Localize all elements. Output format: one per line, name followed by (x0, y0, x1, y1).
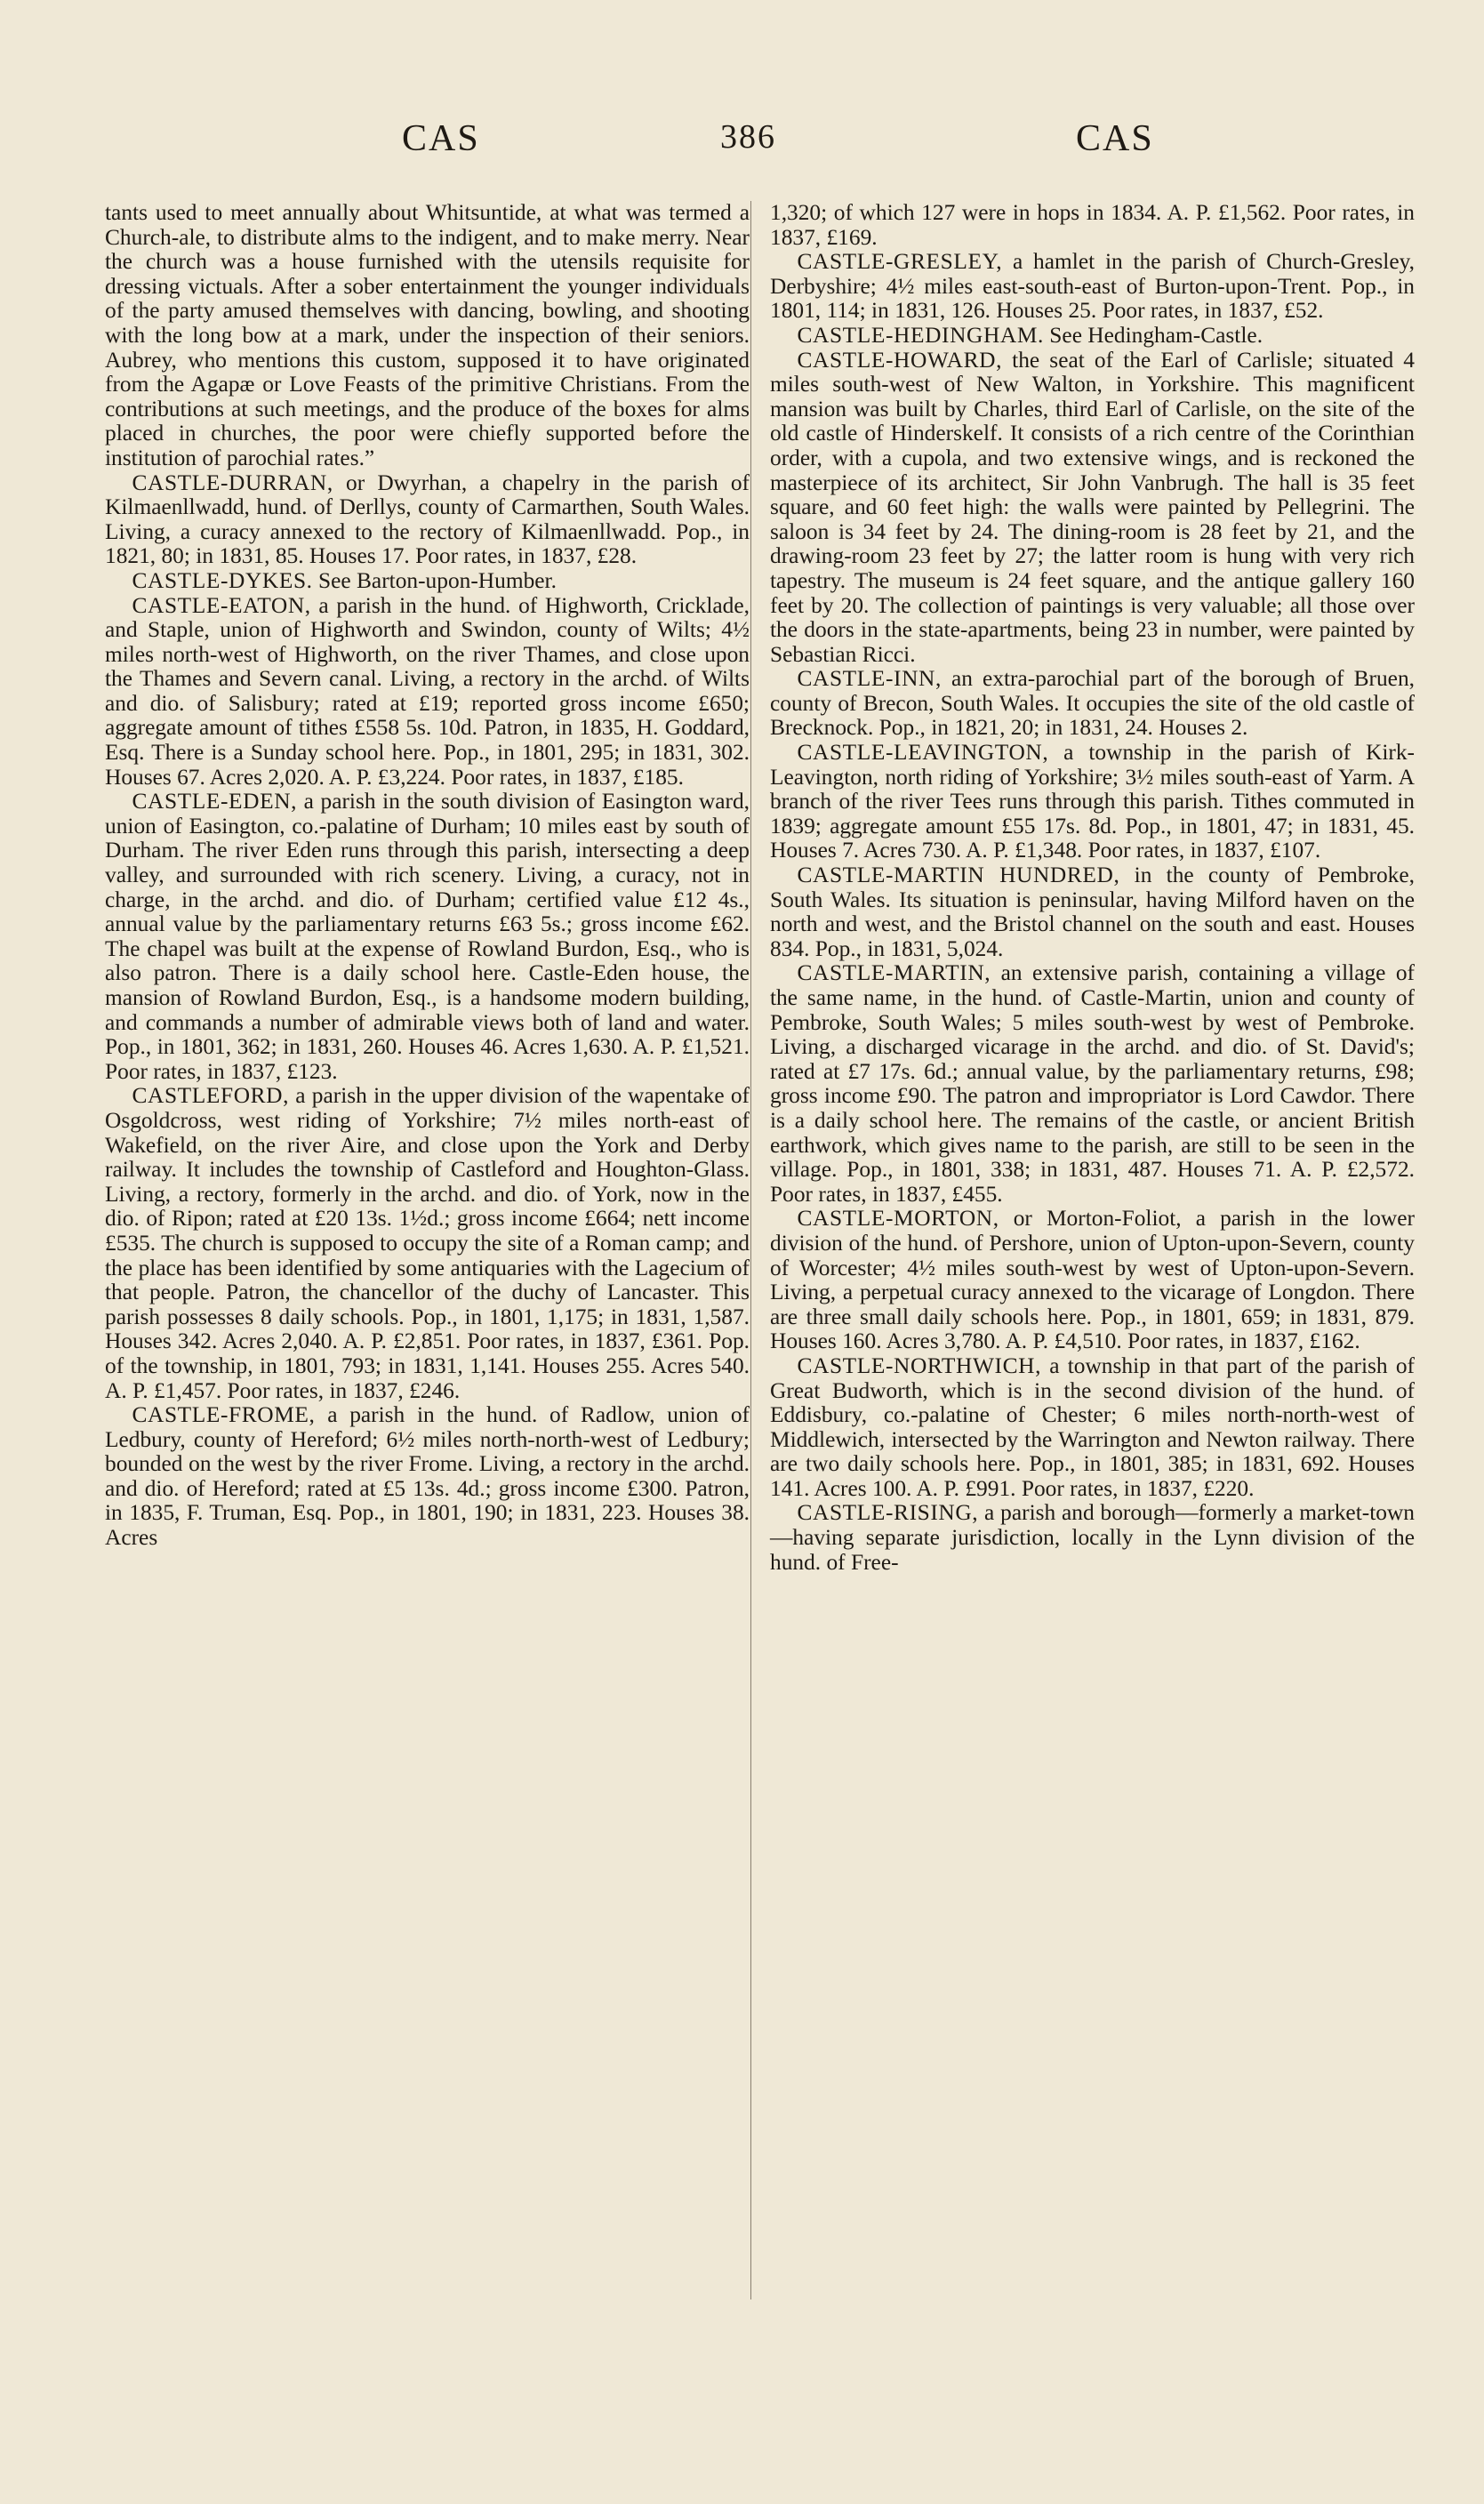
column-divider (750, 201, 751, 2299)
entry-paragraph (770, 349, 1415, 668)
entry-paragraph (770, 741, 1415, 863)
page-number: 386 (720, 118, 776, 156)
entry-headword: CASTLE-NORTHWICH, (797, 1352, 1042, 1378)
entry-paragraph (770, 250, 1415, 324)
entry-text: tants used to meet annually about Whitsuntide, at what was termed a Church-ale, to distribute alms to the indigent, and to make merry. Near the church was a house furnished with the utensils requisite for dressing victuals. After a sober entertainment the younger individuals of the party amused themselves with dancing, bowling, and shooting with the long bow at a mark, under the inspection of their seniors. Aubrey, who mentions this custom, supposed it to have originated from the Agapæ or Love Feasts of the primitive Christians. From the contributions at such meetings, and the produce of the boxes for alms placed in churches, the poor were chiefly supported before the institution of parochial rates.” (105, 200, 750, 470)
entry-paragraph (105, 1084, 750, 1403)
right-column (770, 201, 1415, 1575)
entry-headword: CASTLE-FROME, (132, 1402, 316, 1428)
entry-text: See Hedingham-Castle. (1043, 322, 1263, 348)
entry-paragraph (770, 1207, 1415, 1354)
entry-text: a parish and borough—formerly a market-town—having separate jurisdiction, locally in the Lynn division of the hund. of Free- (770, 1500, 1415, 1575)
entry-text: a parish in the south division of Easington ward, union of Easington, co.-palatine of Durham; 10 miles east by south of Durham. The river Eden runs through this parish, intersecting a deep valley, and surrounded with rich scenery. Living, a curacy, not in charge, in the archd. and dio. of Durham; certified value £12 4s., annual value by the parliamentary returns £63 5s.; gross income £62. The chapel was built at the expense of Rowland Burdon, Esq., who is also patron. There is a daily school here. Castle-Eden house, the mansion of Rowland Burdon, Esq., is a handsome modern building, and commands a number of admirable views both of land and water. Pop., in 1801, 362; in 1831, 260. Houses 46. Acres 1,630. A. P. £1,521. Poor rates, in 1837, £123. (105, 789, 750, 1084)
entry-headword: CASTLE-MORTON, (797, 1206, 999, 1232)
entry-text: in the county of Pembroke, South Wales. Its situation is peninsular, having Milford haven on the north and west, and the Bristol channel on the south and east. Houses 834. Pop., in 1831, 5,024. (770, 863, 1415, 961)
entry-paragraph (770, 1354, 1415, 1502)
running-header (0, 117, 1484, 171)
entry-headword: CASTLE-MARTIN, (797, 960, 991, 986)
entry-text: an extensive parish, containing a village of the same name, in the hund. of Castle-Martin, union and county of Pembroke, South Wales; 5 miles south-west by west of Pembroke. Living, a discharged vicarage in the archd. and dio. of St. David's; rated at £7 17s. 6d.; annual value, by the parliamentary returns, £98; gross income £90. The patron and impropriator is Lord Cawdor. There is a daily school here. The remains of the castle, or ancient British earthwork, which gives name to the parish, are still to be seen in the village. Pop., in 1801, 338; in 1831, 487. Houses 71. A. P. £2,572. Poor rates, in 1837, £455. (770, 960, 1415, 1207)
entry-text: a parish in the upper division of the wapentake of Osgoldcross, west riding of Yorkshire; 7½ miles north-east of Wakefield, on the river Aire, and close upon the York and Derby railway. It includes the township of Castleford and Houghton-Glass. Living, a rectory, formerly in the archd. and dio. of York, now in the dio. of Ripon; rated at £20 13s. 1½d.; gross income £664; nett income £535. The church is supposed to occupy the site of a Roman camp; and the place has been identified by some antiquaries with the Lagecium of that people. Patron, the chancellor of the duchy of Lancaster. This parish possesses 8 daily schools. Pop., in 1801, 1,175; in 1831, 1,587. Houses 342. Acres 2,040. A. P. £2,851. Poor rates, in 1837, £361. Pop. of the township, in 1801, 793; in 1831, 1,141. Houses 255. Acres 540. A. P. £1,457. Poor rates, in 1837, £246. (105, 1083, 750, 1403)
entry-text: a parish in the hund. of Radlow, union of Ledbury, county of Hereford; 6½ miles north-north-west of Ledbury; bounded on the west by the river Frome. Living, a rectory in the archd. and dio. of Hereford; rated at £5 13s. 4d.; gross income £300. Patron, in 1835, F. Truman, Esq. Pop., in 1801, 190; in 1831, 223. Houses 38. Acres (105, 1402, 750, 1551)
entry-paragraph (770, 324, 1415, 349)
entry-headword: CASTLE-DURRAN, (132, 470, 333, 495)
entry-paragraph (105, 594, 750, 791)
entry-headword: CASTLEFORD, (132, 1083, 290, 1109)
entry-text: an extra-parochial part of the borough of Bruen, county of Brecon, South Wales. It occupies the site of the old castle of Brecknock. Pop., in 1821, 20; in 1831, 24. Houses 2. (770, 666, 1415, 741)
entry-headword: CASTLE-DYKES. (132, 567, 313, 593)
left-column (105, 201, 750, 1551)
entry-headword: CASTLE-EATON, (132, 592, 311, 618)
entry-paragraph (770, 863, 1415, 961)
header-right: CAS (1076, 118, 1154, 159)
entry-paragraph (770, 667, 1415, 741)
entry-headword: CASTLE-GRESLEY, (797, 249, 1003, 275)
entry-text: or Morton-Foliot, a parish in the lower division of the hund. of Pershore, union of Upton-upon-Severn, county of Worcester; 4½ miles south-west by west of Upton-upon-Severn. Living, a perpetual curacy annexed to the vicarage of Longdon. There are three small daily schools here. Pop., in 1801, 659; in 1831, 879. Houses 160. Acres 3,780. A. P. £4,510. Poor rates, in 1837, £162. (770, 1206, 1415, 1354)
entry-text: See Barton-upon-Humber. (312, 567, 557, 593)
entry-text: a township in that part of the parish of Great Budworth, which is in the second division of the hund. of Eddisbury, co.-palatine of Chester; 6 miles north-north-west of Middlewich, intersected by the Warrington and Newton railway. There are two daily schools here. Pop., in 1801, 385; in 1831, 692. Houses 141. Acres 100. A. P. £991. Poor rates, in 1837, £220. (770, 1352, 1415, 1501)
entry-text: a township in the parish of Kirk-Leavington, north riding of Yorkshire; 3½ miles south-east of Yarm. A branch of the river Tees runs through this parish. Tithes commuted in 1839; aggregate amount £55 17s. 8d. Pop., in 1801, 47; in 1831, 45. Houses 7. Acres 730. A. P. £1,348. Poor rates, in 1837, £107. (770, 740, 1415, 863)
entry-headword: CASTLE-INN, (797, 666, 942, 692)
entry-text: a hamlet in the parish of Church-Gresley, Derbyshire; 4½ miles east-south-east of Burton-upon-Trent. Pop., in 1801, 114; in 1831, 126. Houses 25. Poor rates, in 1837, £52. (770, 249, 1415, 324)
entry-paragraph (105, 569, 750, 594)
entry-paragraph (770, 961, 1415, 1207)
entry-paragraph (105, 790, 750, 1084)
entry-headword: CASTLE-HOWARD, (797, 347, 1003, 373)
entry-text: or Dwyrhan, a chapelry in the parish of Kilmaenllwadd, hund. of Derllys, county of Carmarthen, South Wales. Living, a curacy annexed to the rectory of Kilmaenllwadd. Pop., in 1821, 80; in 1831, 85. Houses 17. Poor rates, in 1837, £28. (105, 470, 750, 569)
entry-headword: CASTLE-LEAVINGTON, (797, 740, 1049, 766)
entry-paragraph (770, 201, 1415, 250)
entry-text: the seat of the Earl of Carlisle; situated 4 miles south-west of New Walton, in Yorkshire. This magnificent mansion was built by Charles, third Earl of Carlisle, on the site of the old castle of Hinderskelf. It consists of a rich centre of the Corinthian order, with a cupola, and two extensive wings, and is reckoned the masterpiece of its architect, Sir John Vanbrugh. The hall is 35 feet square, and 60 feet high: the walls were painted by Pellegrini. The saloon is 34 feet by 24. The dining-room is 28 feet by 21, and the drawing-room 23 feet by 27; the latter room is hung with very rich tapestry. The museum is 24 feet square, and the antique gallery 160 feet by 20. The collection of paintings is very valuable; all those over the doors in the state-apartments, being 23 in number, were painted by Sebastian Ricci. (770, 347, 1415, 667)
entry-headword: CASTLE-RISING, (797, 1500, 979, 1526)
entry-headword: CASTLE-HEDINGHAM. (797, 322, 1044, 348)
entry-paragraph (770, 1501, 1415, 1575)
entry-text: a parish in the hund. of Highworth, Cricklade, and Staple, union of Highworth and Swindon, county of Wilts; 4½ miles north-west of Highworth, on the river Thames, and close upon the Thames and Severn canal. Living, a rectory in the archd. of Wilts and dio. of Salisbury; rated at £19; reported gross income £650; aggregate amount of tithes £558 5s. 10d. Patron, in 1835, H. Goddard, Esq. There is a Sunday school here. Pop., in 1801, 295; in 1831, 302. Houses 67. Acres 2,020. A. P. £3,224. Poor rates, in 1837, £185. (105, 592, 750, 790)
entry-paragraph (105, 201, 750, 471)
entry-text: 1,320; of which 127 were in hops in 1834. A. P. £1,562. Poor rates, in 1837, £169. (770, 200, 1415, 250)
entry-headword: CASTLE-EDEN, (132, 789, 298, 815)
entry-headword: CASTLE-MARTIN HUNDRED, (797, 863, 1120, 888)
entry-paragraph (105, 1403, 750, 1551)
entry-paragraph (105, 471, 750, 569)
header-left: CAS (402, 118, 480, 159)
